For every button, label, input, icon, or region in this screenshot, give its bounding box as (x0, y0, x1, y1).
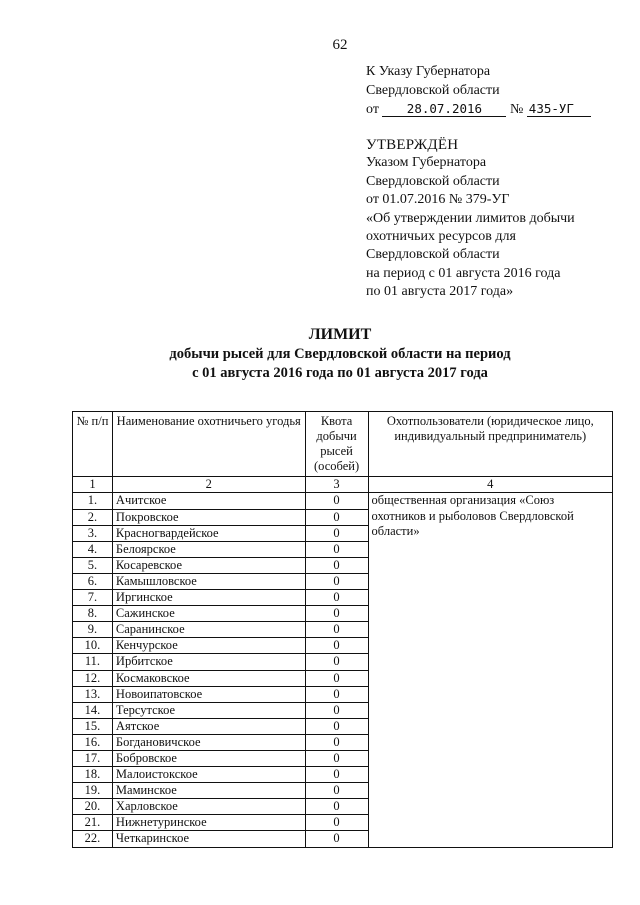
row-number: 2. (73, 509, 113, 525)
column-index-row (73, 477, 613, 493)
table-header-row (73, 412, 613, 477)
quota-value: 0 (305, 815, 368, 831)
quota-value: 0 (305, 734, 368, 750)
row-number: 8. (73, 606, 113, 622)
decree-date: 28.07.2016 (382, 102, 506, 117)
hunting-ground-name: Космаковское (112, 670, 305, 686)
row-number: 22. (73, 831, 113, 847)
header-name: Наименование охотничьего угодья (112, 412, 305, 477)
hunting-ground-name: Нижнетуринское (112, 815, 305, 831)
quota-value: 0 (305, 799, 368, 815)
quota-value: 0 (305, 638, 368, 654)
hunting-ground-name: Четкаринское (112, 831, 305, 847)
approved-line: от 01.07.2016 № 379-УГ (366, 192, 510, 208)
hunting-ground-name: Новоипатовское (112, 686, 305, 702)
quota-value: 0 (305, 493, 368, 509)
hunting-ground-name: Малоистокское (112, 767, 305, 783)
row-number: 9. (73, 622, 113, 638)
table-row (73, 493, 613, 509)
hunting-ground-name: Сажинское (112, 606, 305, 622)
approval-block (366, 136, 616, 302)
quota-value: 0 (305, 670, 368, 686)
hunting-ground-name: Аятское (112, 718, 305, 734)
hunting-users-cell: общественная организация «Союз охотников и рыболовов Свердловской области» (368, 493, 612, 847)
hunting-ground-name: Покровское (112, 509, 305, 525)
row-number: 7. (73, 590, 113, 606)
decree-from-label: от (366, 102, 379, 117)
approved-line: Свердловской области (366, 247, 500, 263)
approved-line: по 01 августа 2017 года» (366, 284, 514, 300)
quota-value: 0 (305, 831, 368, 847)
header-quota: Квота добычи рысей (особей) (305, 412, 368, 477)
quota-value: 0 (305, 573, 368, 589)
index-cell: 3 (305, 477, 368, 493)
hunting-ground-name: Кенчурское (112, 638, 305, 654)
row-number: 5. (73, 557, 113, 573)
quota-value: 0 (305, 590, 368, 606)
quota-value: 0 (305, 783, 368, 799)
decree-ref-line1: К Указу Губернатора (366, 64, 491, 79)
hunting-ground-name: Бобровское (112, 750, 305, 766)
hunting-ground-name: Ачитское (112, 493, 305, 509)
hunting-ground-name: Богдановичское (112, 734, 305, 750)
row-number: 14. (73, 702, 113, 718)
document-title (0, 325, 640, 383)
row-number: 20. (73, 799, 113, 815)
decree-reference (366, 62, 591, 119)
hunting-ground-name: Маминское (112, 783, 305, 799)
decree-ref-line2: Свердловской области (366, 83, 500, 98)
quota-value: 0 (305, 686, 368, 702)
approved-heading: УТВЕРЖДЁН (366, 137, 459, 153)
hunting-ground-name: Ирбитское (112, 654, 305, 670)
hunting-ground-name: Белоярское (112, 541, 305, 557)
row-number: 4. (73, 541, 113, 557)
quota-value: 0 (305, 702, 368, 718)
quota-value: 0 (305, 509, 368, 525)
index-cell: 1 (73, 477, 113, 493)
quota-value: 0 (305, 606, 368, 622)
quota-value: 0 (305, 622, 368, 638)
row-number: 16. (73, 734, 113, 750)
page-number: 62 (332, 37, 348, 53)
approved-line: Свердловской области (366, 173, 500, 189)
quota-value: 0 (305, 750, 368, 766)
row-number: 12. (73, 670, 113, 686)
quota-value: 0 (305, 654, 368, 670)
hunting-ground-name: Красногвардейское (112, 525, 305, 541)
index-cell: 2 (112, 477, 305, 493)
approved-line: Указом Губернатора (366, 155, 487, 171)
index-cell: 4 (368, 477, 612, 493)
row-number: 6. (73, 573, 113, 589)
hunting-ground-name: Харловское (112, 799, 305, 815)
quota-value: 0 (305, 718, 368, 734)
row-number: 21. (73, 815, 113, 831)
quota-value: 0 (305, 767, 368, 783)
decree-number-label: № (509, 102, 524, 117)
limit-table (72, 411, 613, 848)
hunting-ground-name: Иргинское (112, 590, 305, 606)
row-number: 10. (73, 638, 113, 654)
title-line2: добычи рысей для Свердловской области на период (169, 346, 511, 362)
hunting-ground-name: Саранинское (112, 622, 305, 638)
decree-number: 435-УГ (527, 102, 591, 117)
quota-value: 0 (305, 557, 368, 573)
row-number: 15. (73, 718, 113, 734)
approved-line: охотничьих ресурсов для (366, 229, 516, 245)
decree-ref-line3 (366, 100, 591, 119)
quota-value: 0 (305, 541, 368, 557)
row-number: 18. (73, 767, 113, 783)
header-num: № п/п (73, 412, 113, 477)
hunting-ground-name: Камышловское (112, 573, 305, 589)
approved-line: «Об утверждении лимитов добычи (366, 210, 575, 226)
title-line1: ЛИМИТ (308, 326, 372, 343)
hunting-ground-name: Терсутское (112, 702, 305, 718)
approved-line: на период с 01 августа 2016 года (366, 265, 561, 281)
header-users: Охотпользователи (юридическое лицо, индивидуальный предприниматель) (368, 412, 612, 477)
row-number: 19. (73, 783, 113, 799)
title-line3: с 01 августа 2016 года по 01 августа 2017 года (192, 365, 488, 381)
quota-value: 0 (305, 525, 368, 541)
row-number: 11. (73, 654, 113, 670)
hunting-ground-name: Косаревское (112, 557, 305, 573)
row-number: 17. (73, 750, 113, 766)
row-number: 13. (73, 686, 113, 702)
row-number: 3. (73, 525, 113, 541)
row-number: 1. (73, 493, 113, 509)
